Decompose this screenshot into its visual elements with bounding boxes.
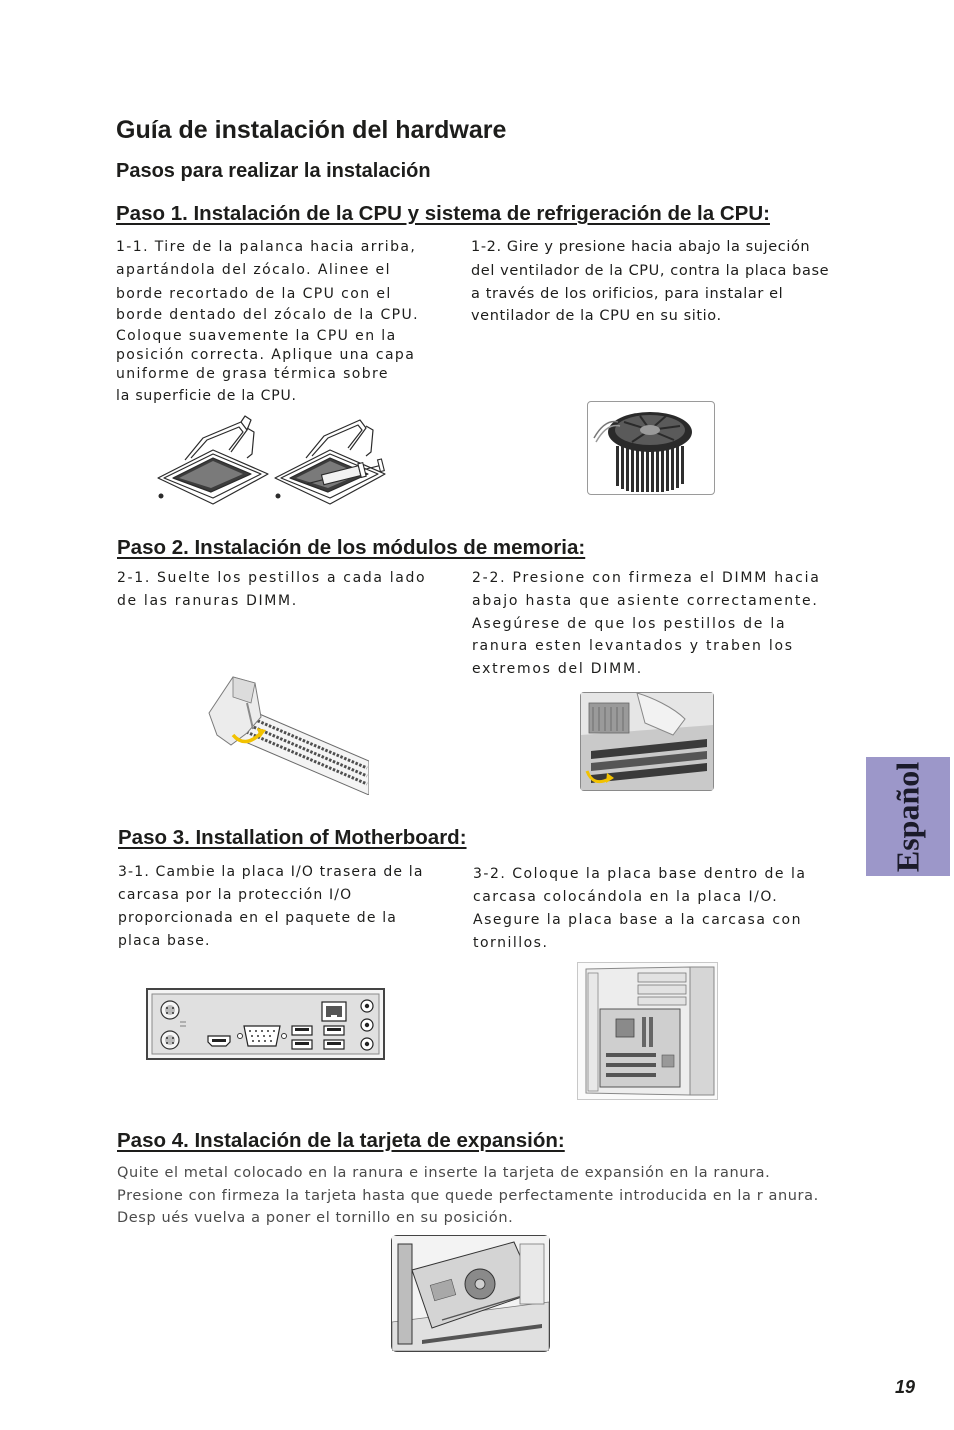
text-line: tornillos. — [473, 935, 549, 951]
text-line: Desp ués vuelva a poner el tornillo en su posición. — [117, 1210, 514, 1226]
usb-port — [292, 1026, 312, 1035]
audio-jack — [361, 1019, 373, 1031]
step2-heading: Paso 2. Instalación de los módulos de memoria: — [117, 536, 586, 559]
usb-port — [292, 1040, 312, 1049]
case-frame — [520, 1244, 544, 1304]
text-line: 3-1. Cambie la placa I/O trasera de la — [118, 864, 424, 880]
text-line: uniforme de grasa térmica sobre — [116, 366, 389, 382]
text-line: carcasa colocándola en la placa I/O. — [473, 889, 779, 905]
usb-port — [324, 1040, 344, 1049]
step1-heading: Paso 1. Instalación de la CPU y sistema de refrigeración de la CPU: — [116, 202, 770, 225]
socket-lever — [247, 428, 254, 458]
ps2-port — [161, 1001, 179, 1019]
text-line: de las ranuras DIMM. — [117, 593, 298, 609]
language-tab-label: Español — [889, 761, 926, 872]
expansion-card-illustration — [391, 1235, 550, 1352]
text-line: la superficie de la CPU. — [116, 388, 297, 404]
text-line: a través de los orificios, para instalar el — [471, 286, 784, 302]
text-line: carcasa por la protección I/O — [118, 887, 353, 903]
usb-port — [324, 1026, 344, 1035]
audio-jack — [361, 1038, 373, 1050]
heatsink-fins — [616, 446, 684, 492]
text-line: Presione con firmeza la tarjeta hasta que quede perfectamente introducida en la r anura. — [117, 1188, 819, 1204]
text-line: placa base. — [118, 933, 211, 949]
text-line: posición correcta. Aplique una capa — [116, 347, 416, 363]
step4-heading: Paso 4. Instalación de la tarjeta de expansión: — [117, 1129, 565, 1152]
text-line: 2-1. Suelte los pestillos a cada lado — [117, 570, 427, 586]
ps2-port — [161, 1031, 179, 1049]
text-line: ranura esten levantados y traben los — [472, 638, 794, 654]
page-title: Guía de instalación del hardware — [116, 116, 507, 144]
audio-jack — [361, 1000, 373, 1012]
motherboard — [600, 1009, 680, 1087]
text-line: abajo hasta que asiente correctamente. — [472, 593, 819, 609]
text-line: extremos del DIMM. — [472, 661, 644, 677]
fan — [608, 412, 692, 452]
cpu-socket — [275, 420, 385, 504]
cpu-socket — [158, 416, 268, 504]
text-line: apartándola del zócalo. Alinee el — [116, 262, 391, 278]
dimm-insert-drawing — [581, 693, 713, 790]
text-line: Coloque suavemente la CPU en la — [116, 328, 397, 344]
text-line: del ventilador de la CPU, contra la placa base — [471, 263, 830, 279]
language-tab — [866, 757, 950, 876]
dimm-insert-illustration — [580, 692, 714, 791]
cpu-fan-drawing — [588, 402, 714, 494]
drive-bays — [638, 973, 686, 1005]
heatsink — [589, 703, 629, 733]
cpu-socket-illustration — [155, 408, 271, 508]
text-line: proporcionada en el paquete de la — [118, 910, 397, 926]
page-number: 19 — [895, 1377, 916, 1397]
text-line: 1-2. Gire y presione hacia abajo la sujeción — [471, 239, 811, 255]
step3-heading: Paso 3. Installation of Motherboard: — [118, 826, 467, 849]
text-line: ventilador de la CPU en su sitio. — [471, 308, 722, 324]
dimm-latch-illustration — [203, 673, 369, 795]
case-drawing — [578, 963, 717, 1099]
text-line: 3-2. Coloque la placa base dentro de la — [473, 866, 807, 882]
hdmi-port — [208, 1036, 230, 1046]
cpu-fan-photo — [587, 401, 715, 495]
text-line: Quite el metal colocado en la ranura e inserte la tarjeta de expansión en la ranura. — [117, 1165, 771, 1181]
text-line: Asegúrese de que los pestillos de la — [472, 616, 787, 632]
text-line: borde recortado de la CPU con el — [116, 286, 392, 302]
cpu-thermal-paste-illustration — [272, 408, 388, 508]
case-motherboard-illustration — [577, 962, 718, 1100]
card-bracket — [398, 1244, 412, 1344]
expansion-card-drawing — [392, 1236, 549, 1351]
io-shield-illustration — [146, 988, 385, 1060]
lan-port — [322, 1002, 346, 1021]
text-line: 1-1. Tire de la palanca hacia arriba, — [116, 239, 417, 255]
text-line: borde dentado del zócalo de la CPU. — [116, 307, 419, 323]
page-subtitle: Pasos para realizar la instalación — [116, 160, 431, 182]
rear-panel — [588, 973, 598, 1091]
text-line: 2-2. Presione con firmeza el DIMM hacia — [472, 570, 821, 586]
cpu-socket — [616, 1019, 634, 1037]
case-front-panel — [690, 967, 714, 1095]
text-line: Asegure la placa base a la carcasa con — [473, 912, 802, 928]
